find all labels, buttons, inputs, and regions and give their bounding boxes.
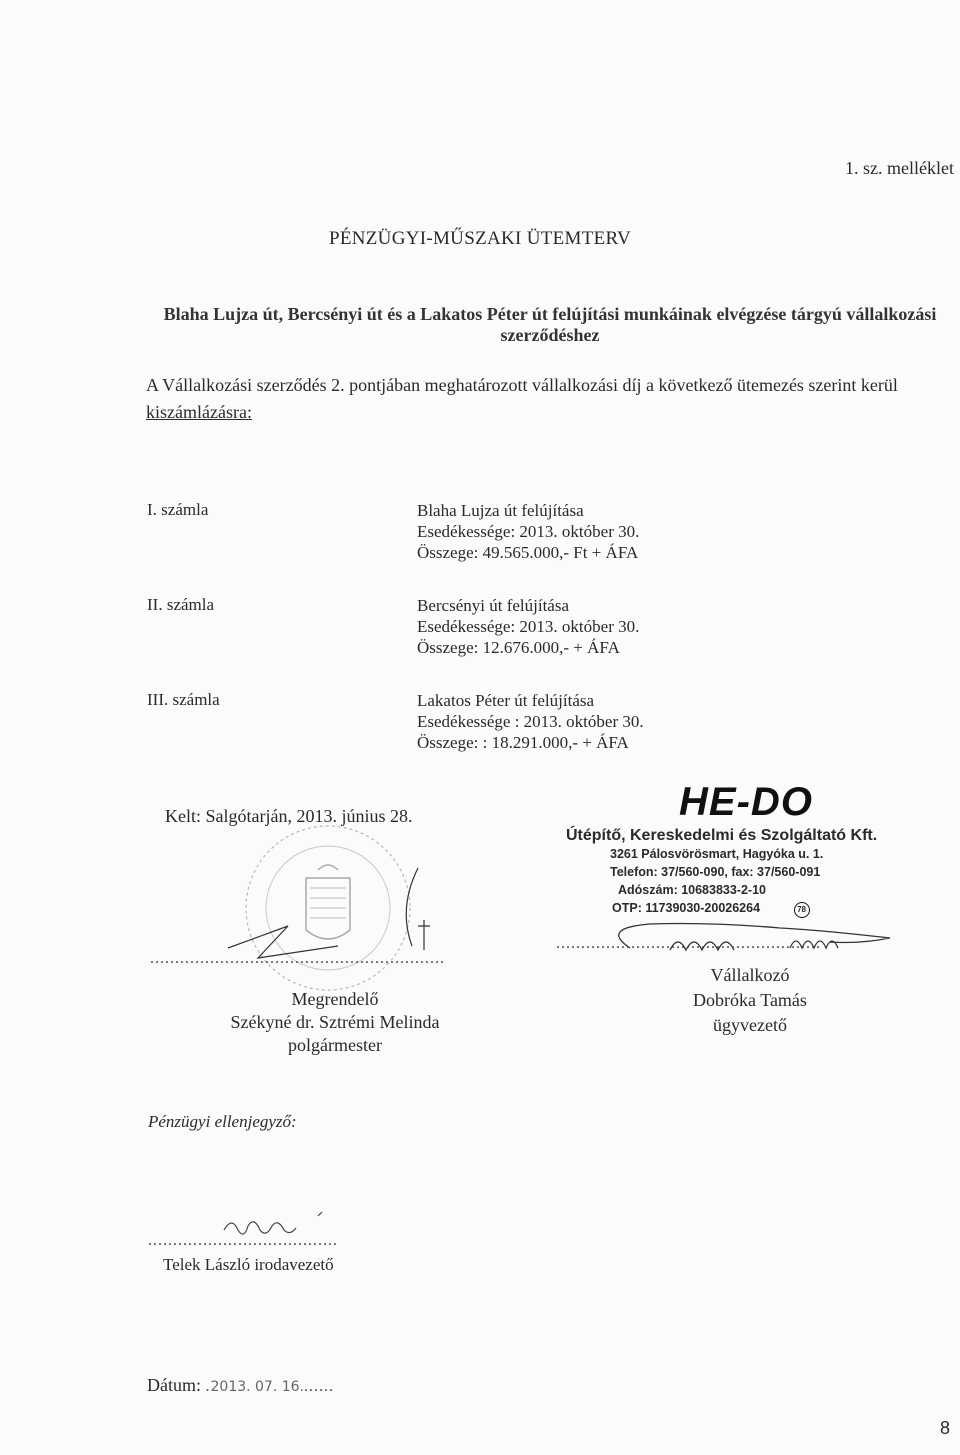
- right-name: Dobróka Tamás: [693, 990, 807, 1010]
- company-address: 3261 Pálosvörösmart, Hagyóka u. 1.: [610, 847, 824, 861]
- intro-paragraph: [146, 372, 951, 426]
- company-bank-account: [612, 899, 896, 918]
- invoice-2-item: Bercsényi út felújítása: [417, 596, 570, 615]
- document-title: PÉNZÜGYI-MŰSZAKI ÜTEMTERV: [328, 228, 632, 249]
- company-stamp: [566, 780, 896, 918]
- right-signature-line: .....................................................: [556, 935, 821, 952]
- left-signature-details: [150, 988, 520, 1057]
- right-role: Vállalkozó: [710, 965, 790, 985]
- company-phone: Telefon: 37/560-090, fax: 37/560-091: [610, 865, 821, 879]
- left-name: Székyné dr. Sztrémi Melinda: [230, 1012, 440, 1032]
- invoice-2-due: Esedékessége: 2013. október 30.: [417, 617, 640, 636]
- company-name: Útépítő, Kereskedelmi és Szolgáltató Kft.: [566, 827, 878, 844]
- invoice-3-label: III. számla: [147, 690, 220, 709]
- invoice-2-details: [417, 595, 639, 658]
- company-tax-number: Adószám: 10683833-2-10: [618, 883, 766, 897]
- subject-line-2: szerződéshez: [500, 325, 600, 345]
- invoice-1-item: Blaha Lujza út felújítása: [417, 501, 584, 520]
- date-field: Dátum: .2013. 07. 16.......: [147, 1375, 335, 1395]
- invoice-3-due: Esedékessége : 2013. október 30.: [417, 712, 644, 731]
- finance-signer-name: Telek László irodavezető: [163, 1255, 334, 1274]
- place-and-date: Kelt: Salgótarján, 2013. június 28.: [165, 806, 413, 826]
- left-signature-line: ...........................................................: [150, 950, 445, 967]
- company-logo: HE-DO: [679, 780, 813, 824]
- right-signature-details: [640, 963, 860, 1038]
- official-stamp-icon: [218, 808, 458, 1008]
- invoice-1-amount: Összege: 49.565.000,- Ft + ÁFA: [417, 543, 639, 562]
- date-label: Dátum:: [147, 1375, 201, 1395]
- date-dots: ......: [304, 1378, 335, 1395]
- date-handwritten: 2013. 07. 16.: [210, 1379, 305, 1395]
- right-signature-block: [556, 935, 956, 953]
- intro-underlined: kiszámlázásra:: [146, 402, 252, 422]
- invoice-2-label: II. számla: [147, 595, 215, 614]
- subject-heading: [150, 304, 950, 346]
- invoice-1-due: Esedékessége: 2013. október 30.: [417, 522, 640, 541]
- annex-label: 1. sz. melléklet: [845, 158, 954, 178]
- company-badge-icon: 78: [794, 902, 810, 918]
- left-title: polgármester: [288, 1035, 382, 1055]
- finance-countersign-label: Pénzügyi ellenjegyző:: [148, 1112, 297, 1131]
- invoice-3-amount: Összege: : 18.291.000,- + ÁFA: [417, 733, 629, 752]
- invoice-1-details: [417, 500, 639, 563]
- finance-signature-block: [148, 1232, 338, 1250]
- invoice-2-amount: Összege: 12.676.000,- + ÁFA: [417, 638, 620, 657]
- invoice-3-details: [417, 690, 644, 753]
- page-number: 8: [940, 1418, 951, 1438]
- intro-text: A Vállalkozási szerződés 2. pontjában meghatározott vállalkozási díj a következő ütemezés szerint kerül: [146, 375, 898, 395]
- left-signature-block: [150, 950, 520, 968]
- right-title: ügyvezető: [713, 1015, 787, 1035]
- left-role: Megrendelő: [291, 989, 379, 1009]
- finance-signature-line: ......................................: [148, 1232, 338, 1249]
- invoice-3-item: Lakatos Péter út felújítása: [417, 691, 595, 710]
- company-bank-text: OTP: 11739030-20026264: [612, 901, 761, 915]
- subject-line-1: Blaha Lujza út, Bercsényi út és a Lakatos Péter út felújítási munkáinak elvégzése tárgyú vállalkozási: [163, 304, 937, 324]
- invoice-1-label: I. számla: [147, 500, 209, 519]
